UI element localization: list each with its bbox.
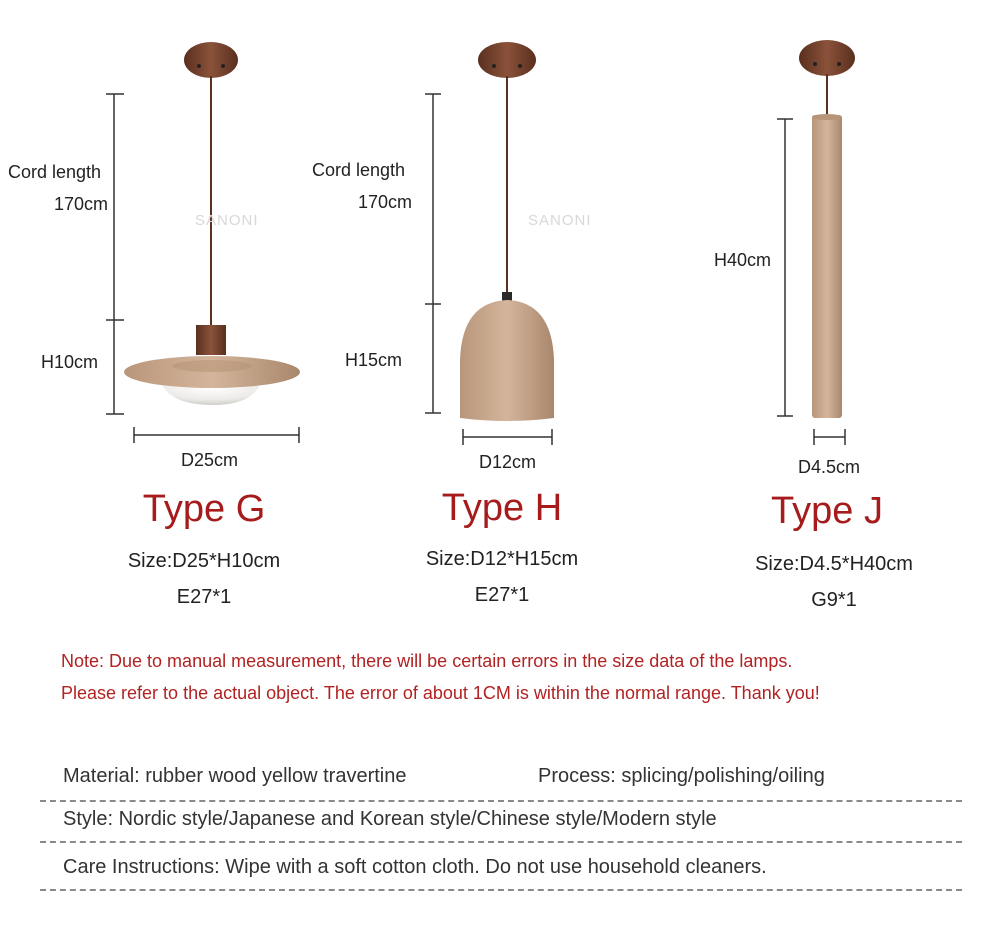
lamp-g-cord-value: 170cm [54, 194, 109, 214]
lamp-h-height-label: H15cm [345, 350, 403, 370]
lamp-g-type-title: Type G [142, 488, 266, 530]
lamp-g-canopy [184, 42, 238, 78]
lamp-g-size: Size:D25*H10cm [127, 550, 281, 572]
lamp-g-wood-cap [196, 325, 226, 355]
lamp-g-height-label: H10cm [41, 352, 99, 372]
lamp-h-type-title: Type H [441, 487, 563, 529]
process-info: Process: splicing/polishing/oiling [538, 765, 825, 787]
note-line-1: Note: Due to manual measurement, there will be certain errors in the size data of the lamps. [61, 651, 793, 671]
watermark-text: SANONI [195, 212, 259, 229]
lamp-j-tube [812, 115, 842, 418]
material-info: Material: rubber wood yellow travertine [63, 765, 407, 787]
care-info: Care Instructions: Wipe with a soft cotton cloth. Do not use household cleaners. [63, 856, 767, 878]
lamp-h-canopy [478, 42, 536, 78]
divider [40, 841, 962, 843]
lamp-g-socket: E27*1 [176, 586, 232, 608]
lamp-h-cord-value: 170cm [358, 192, 413, 212]
lamp-h-size: Size:D12*H15cm [425, 548, 579, 570]
lamp-h-shade [460, 300, 554, 421]
watermark-text: SANONI [528, 212, 592, 229]
lamp-j-height-label: H40cm [714, 250, 772, 270]
divider [40, 889, 962, 891]
lamp-j-diameter-label: D4.5cm [798, 457, 861, 477]
divider [40, 800, 962, 802]
lamp-h-cord-label: Cord length [312, 160, 406, 180]
lamp-h-socket: E27*1 [474, 584, 530, 606]
style-info: Style: Nordic style/Japanese and Korean style/Chinese style/Modern style [63, 808, 717, 830]
lamp-j-type-title: Type J [771, 490, 883, 532]
lamp-j-size: Size:D4.5*H40cm [755, 553, 913, 575]
note-line-2: Please refer to the actual object. The error of about 1CM is within the normal range. Thank you! [61, 683, 820, 703]
lamp-j-canopy [799, 40, 855, 76]
lamp-g-cord-label: Cord length [8, 162, 102, 182]
lamp-g-diameter-label: D25cm [181, 450, 239, 470]
lamp-h-diameter-label: D12cm [479, 452, 537, 472]
lamp-h-drawing [460, 42, 554, 421]
lamp-j-socket: G9*1 [811, 589, 857, 611]
lamp-j-drawing [799, 40, 855, 418]
